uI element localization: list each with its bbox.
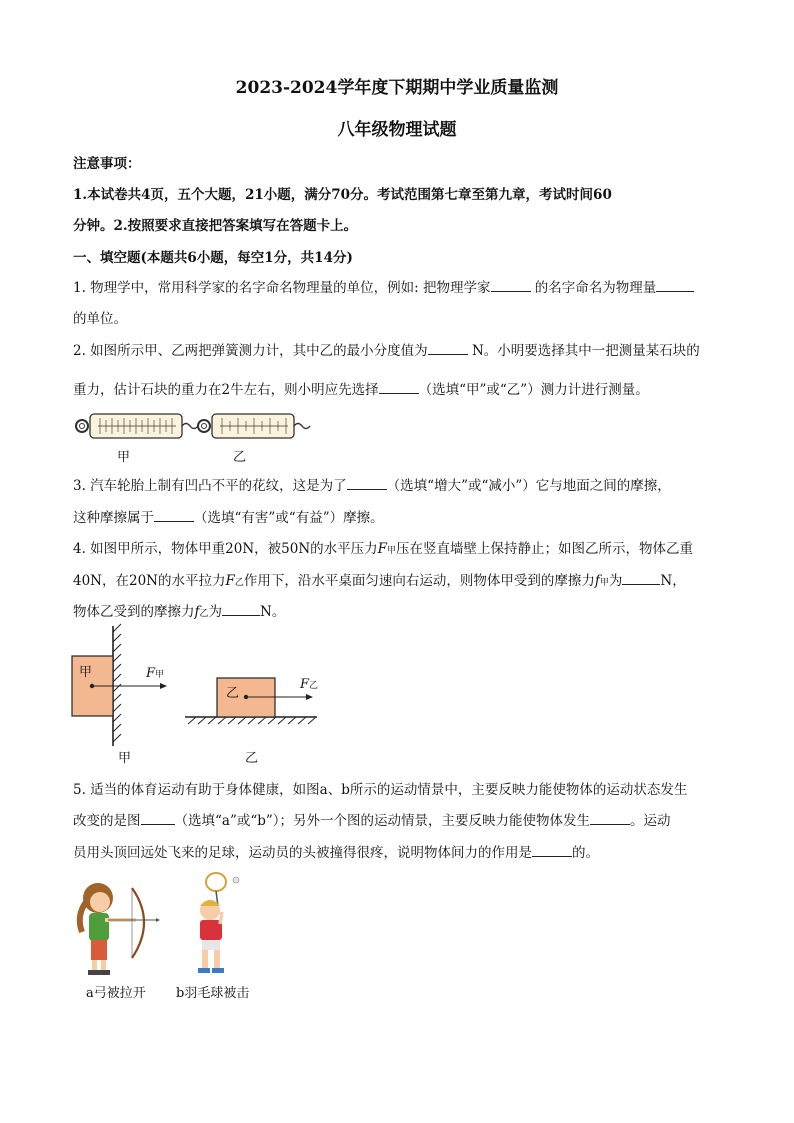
force-label-b: F乙 [300, 677, 319, 692]
spring-scale-a [76, 414, 198, 438]
answer-blank [347, 476, 387, 490]
notice-heading: 注意事项： [73, 156, 141, 172]
question-4-text: N。 [260, 604, 286, 620]
section-heading: 一、填空题(本题共6小题，每空1分，共14分) [73, 250, 353, 266]
archer-illustration [72, 880, 160, 976]
question-1-line-2: 的单位。 [73, 311, 127, 327]
figure-label-a: 甲 [117, 450, 131, 465]
question-4-line-1 [73, 537, 693, 557]
answer-blank [154, 508, 194, 522]
notice-line-1: 1.本试卷共4页，五个大题，21小题，满分70分。考试范围第七章至第九章，考试时间60 [73, 187, 612, 203]
question-4-text: 作用下，沿水平桌面匀速向右运动，则物体甲受到的摩擦力 [243, 573, 595, 589]
question-5-text: 的。 [572, 845, 599, 861]
block-b-label: 乙 [226, 686, 240, 701]
block-a-label: 甲 [79, 665, 93, 680]
force-diagram [60, 620, 340, 760]
question-4-text: 为 [208, 604, 223, 620]
question-3-text: （选填“有害”或“有益”）摩擦。 [194, 510, 384, 526]
spring-scales-figure [72, 410, 312, 444]
question-5-text: （选填“a”或“b”）；另外一个图的运动情景，主要反映力能使物体发生 [174, 813, 591, 829]
table [185, 717, 317, 724]
force-label-a: F甲 [146, 666, 165, 681]
question-2-line-1 [73, 339, 700, 359]
illustration-caption-a: a弓被拉开 [86, 986, 146, 1001]
force-symbol: F [377, 541, 388, 557]
question-3-line-2 [73, 506, 384, 526]
friction-symbol: f [194, 604, 200, 620]
question-2-line-2 [73, 378, 649, 398]
question-2-text: N。小明要选择其中一把测量某石块的 [467, 343, 700, 359]
question-5-text: 员用头顶回远处飞来的足球，运动员的头被撞得很疼，说明物体间力的作用是 [73, 845, 532, 861]
question-2-text: 重力，估计石块的重力在2牛左右，则小明应先选择 [73, 382, 379, 398]
question-5-text: 改变的是图 [73, 813, 141, 829]
question-2-text: （选填“甲”或“乙”）测力计进行测量。 [418, 382, 649, 398]
question-1-text: 的名字命名为物理量 [530, 280, 657, 296]
question-5-line-2 [73, 809, 671, 829]
question-4-text: 4. 如图甲所示，物体甲重20N，被50N的水平压力 [73, 541, 378, 557]
answer-blank [622, 571, 660, 585]
question-2-text: 2. 如图所示甲、乙两把弹簧测力计，其中乙的最小分度值为 [73, 343, 428, 359]
figure-label-b: 乙 [233, 450, 247, 465]
question-3-text: 3. 汽车轮胎上制有凹凸不平的花纹，这是为了 [73, 478, 347, 494]
figure-caption-a: 甲 [118, 751, 132, 766]
answer-blank [428, 341, 468, 355]
question-4-text: 40N，在20N的水平拉力 [73, 573, 226, 589]
answer-blank [141, 811, 175, 825]
force-symbol: F [225, 573, 235, 589]
answer-blank [590, 811, 630, 825]
illustration-caption-b: b羽毛球被击 [176, 986, 250, 1001]
force-subscript: 乙 [234, 578, 244, 588]
answer-blank [379, 380, 419, 394]
question-4-line-3 [73, 600, 285, 620]
question-5-text: 。运动 [630, 813, 671, 829]
question-4-text: N， [660, 573, 686, 589]
answer-blank [532, 843, 572, 857]
question-3-line-1 [73, 474, 671, 494]
question-1-text: 1. 物理学中，常用科学家的名字命名物理量的单位，例如: 把物理学家 [73, 280, 491, 296]
question-1-line-1 [73, 276, 694, 296]
friction-subscript: 乙 [199, 609, 209, 619]
question-5-line-1: 5. 适当的体育运动有助于身体健康，如图a、b所示的运动情景中，主要反映力能使物体的运动状态发生 [73, 782, 688, 798]
spring-scale-b [198, 414, 310, 438]
question-4-text: 为 [608, 573, 623, 589]
question-4-text: 压在竖直墙壁上保持静止；如图乙所示，物体乙重 [396, 541, 694, 557]
question-3-text: 这种摩擦属于 [73, 510, 154, 526]
answer-blank [222, 602, 260, 616]
answer-blank [491, 278, 531, 292]
friction-subscript: 甲 [599, 578, 609, 588]
question-5-line-3 [73, 841, 599, 861]
question-4-text: 物体乙受到的摩擦力 [73, 604, 195, 620]
question-3-text: （选填“增大”或“减小”）它与地面之间的摩擦， [386, 478, 671, 494]
question-4-line-2 [73, 569, 686, 589]
figure-caption-b: 乙 [245, 751, 259, 766]
exam-subtitle: 八年级物理试题 [337, 120, 457, 140]
force-subscript: 甲 [387, 546, 397, 556]
exam-title: 2023-2024学年度下期期中学业质量监测 [235, 78, 559, 98]
badminton-illustration [186, 872, 246, 978]
notice-line-2: 分钟。2.按照要求直接把答案填写在答题卡上。 [73, 218, 358, 234]
wall [113, 624, 121, 746]
friction-symbol: f [594, 573, 600, 589]
answer-blank [656, 278, 694, 292]
